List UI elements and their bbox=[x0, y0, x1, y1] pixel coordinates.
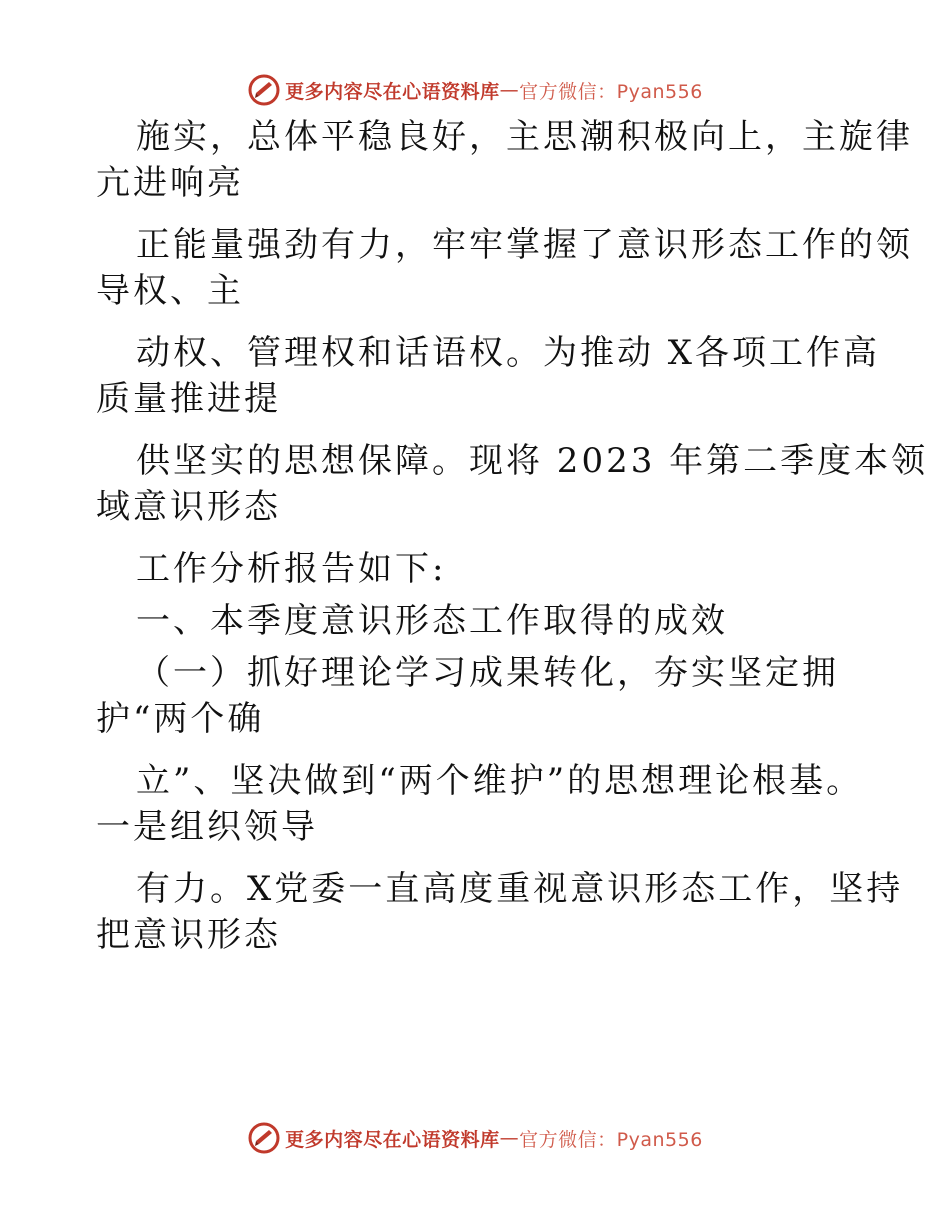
para-3-line-2: 质量推进提 bbox=[96, 379, 281, 419]
header-watermark-banner bbox=[0, 70, 950, 110]
para-9-line-2: 把意识形态 bbox=[96, 915, 281, 955]
banner-title: 更多内容尽在心语资料库 bbox=[285, 1128, 500, 1151]
footer-watermark-banner bbox=[0, 1118, 950, 1158]
para-1-line-1: 施实，总体平稳良好，主思潮积极向上，主旋律 bbox=[136, 117, 913, 157]
para-7-line-1: （一）抓好理论学习成果转化，夯实坚定拥 bbox=[136, 653, 839, 693]
book-pen-logo-icon bbox=[247, 1121, 281, 1155]
banner-title: 更多内容尽在心语资料库 bbox=[285, 80, 500, 103]
para-5-line-1: 工作分析报告如下: bbox=[136, 549, 447, 589]
para-8-line-1: 立”、坚决做到“两个维护”的思想理论根基。 bbox=[136, 761, 864, 801]
banner-contact: 官方微信：Pyan556 bbox=[519, 1128, 703, 1151]
para-9-line-1: 有力。X党委一直高度重视意识形态工作，坚持 bbox=[136, 869, 904, 909]
banner-dash: — bbox=[499, 79, 520, 101]
document-body bbox=[96, 117, 929, 955]
book-pen-logo-icon bbox=[247, 73, 281, 107]
para-2-line-1: 正能量强劲有力，牢牢掌握了意识形态工作的领 bbox=[136, 225, 913, 265]
banner-contact: 官方微信：Pyan556 bbox=[519, 80, 703, 103]
para-1-line-2: 亢进响亮 bbox=[96, 163, 244, 203]
banner-dash: — bbox=[499, 1127, 520, 1149]
para-2-line-2: 导权、主 bbox=[96, 271, 244, 311]
para-7-line-2: 护“两个确 bbox=[96, 699, 265, 739]
section-heading: 一、本季度意识形态工作取得的成效 bbox=[136, 601, 728, 641]
para-3-line-1: 动权、管理权和话语权。为推动 X各项工作高 bbox=[136, 333, 881, 373]
para-8-line-2: 一是组织领导 bbox=[96, 807, 318, 847]
para-4-line-1: 供坚实的思想保障。现将 2023 年第二季度本领 bbox=[136, 441, 929, 481]
para-4-line-2: 域意识形态 bbox=[96, 487, 281, 527]
